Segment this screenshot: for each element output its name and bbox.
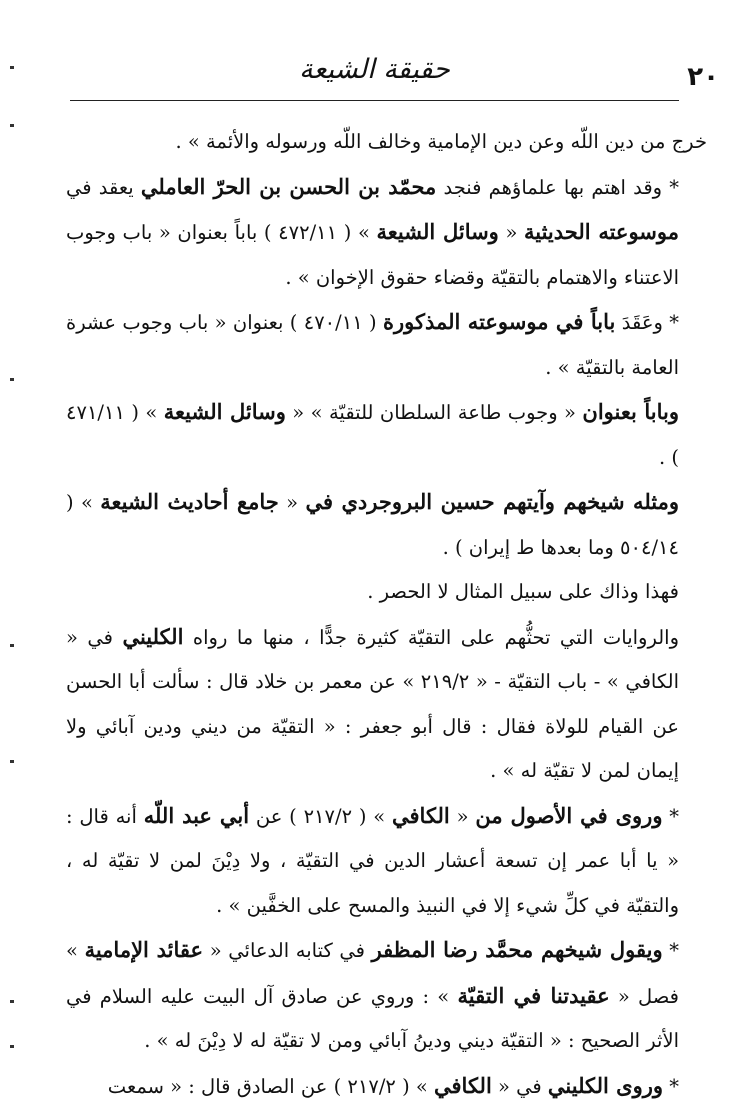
bold-text-segment: محمّد بن الحسن بن الحرّ العاملي [141, 174, 436, 199]
paragraph [66, 165, 707, 301]
text-segment: * [663, 939, 679, 962]
text-segment: * [662, 805, 679, 828]
paragraph [66, 794, 707, 929]
text-segment: خرج من دين اللّه وعن دين الإمامية وخالف اللّه ورسوله والأئمة » . [175, 130, 707, 153]
text-segment: « [279, 491, 306, 514]
page-number: ٢٠ [687, 62, 719, 92]
text-segment: والروايات التي تحثُّهم على التقيّة كثيرة جدًّا ، منها ما رواه [183, 626, 679, 649]
paragraph [66, 615, 707, 794]
margin-mark [10, 1000, 14, 1003]
text-segment: أنه قال : « يا أبا عمر إن تسعة أعشار الدين في التقيّة ، ولا دِيْنَ لمن لا تقيّة له ، والتقيّة في كلِّ شيء إلا في النبيذ والمسح على الخفَّين » . [66, 805, 679, 917]
text-segment: في كتابه الدعائي « [203, 939, 372, 962]
paragraph [66, 390, 707, 480]
bold-text-segment: الكافي [434, 1073, 492, 1098]
bold-text-segment: وسائل الشيعة [377, 219, 499, 244]
paragraph [66, 570, 707, 615]
text-segment: * وقد اهتم بها علماؤهم فنجد [436, 176, 679, 199]
text-segment: في « [492, 1075, 548, 1098]
text-segment: » ( ٢١٧/٢ ) عن الصادق قال : « سمعت [108, 1075, 434, 1098]
text-segment: « [450, 805, 476, 828]
text-body [66, 120, 707, 1109]
text-segment: * وعَقَدَ [615, 311, 679, 334]
bold-text-segment: الكافي [392, 803, 450, 828]
margin-mark [10, 644, 14, 647]
text-segment: في « الكافي » - باب التقيّة - « ٢١٩/٢ » عن معمر بن خلاد قال : سألت أبا الحسن عن القيام للولاة فقال : قال أبو جعفر : « التقيّة من ديني ودين آبائي ولا إيمان لمن لا تقيّة له » . [66, 626, 679, 783]
text-segment: » : وروي عن صادق آل البيت عليه السلام في الأثر الصحيح : « التقيّة ديني ودينُ آبائي ومن لا تقيّة له لا دِيْنَ له » . [66, 985, 679, 1053]
paragraph [66, 928, 707, 1064]
bold-text-segment: الكليني [122, 624, 183, 649]
bold-text-segment: ومثله شيخهم وآيتهم حسين البروجردي في [305, 489, 679, 514]
text-segment: * [663, 1075, 679, 1098]
paragraph [66, 480, 707, 570]
paragraph [66, 300, 707, 390]
text-segment: » فصل « [66, 939, 679, 1008]
paragraph [66, 1064, 707, 1109]
page-header [70, 52, 679, 102]
bold-text-segment: عقائد الإمامية [85, 937, 203, 962]
bold-text-segment: موسوعته الحديثية [524, 219, 679, 244]
text-segment: » ( ٢١٧/٢ ) عن [249, 805, 392, 828]
margin-mark [10, 124, 14, 127]
text-segment: « [499, 221, 524, 244]
text-segment: » ( ٤٧٢/١١ ) باباً بعنوان « باب وجوب الاعتناء والاهتمام بالتقيّة وقضاء حقوق الإخوان » . [66, 221, 679, 289]
bold-text-segment: وباباً بعنوان [582, 399, 679, 424]
text-segment: » ( ٥٠٤/١٤ وما بعدها ط إيران ) . [66, 491, 679, 559]
bold-text-segment: جامع أحاديث الشيعة [100, 489, 279, 514]
margin-mark [10, 378, 14, 381]
text-segment: ( ٤٧٠/١١ ) بعنوان « باب وجوب عشرة العامة بالتقيّة » . [66, 311, 679, 379]
margin-mark [10, 1045, 14, 1048]
paragraph [66, 120, 707, 165]
text-segment: » ( ٤٧١/١١ ) . [66, 401, 679, 469]
bold-text-segment: وسائل الشيعة [164, 399, 286, 424]
margin-mark [10, 66, 14, 69]
header-rule [70, 100, 679, 101]
text-segment: يعقد في [66, 176, 141, 199]
bold-text-segment: باباً في موسوعته المذكورة [383, 309, 615, 334]
margin-mark [10, 760, 14, 763]
bold-text-segment: وروى الكليني [548, 1073, 663, 1098]
bold-text-segment: عقيدتنا في التقيّة [457, 983, 609, 1008]
running-title: حقيقة الشيعة [299, 54, 450, 85]
text-segment: فهذا وذاك على سبيل المثال لا الحصر . [367, 580, 679, 603]
bold-text-segment: أبي عبد اللّه [144, 803, 249, 828]
text-segment: « وجوب طاعة السلطان للتقيّة » « [286, 401, 583, 424]
bold-text-segment: ويقول شيخهم محمَّد رضا المظفر [372, 937, 663, 962]
bold-text-segment: وروى في الأصول من [475, 803, 662, 828]
